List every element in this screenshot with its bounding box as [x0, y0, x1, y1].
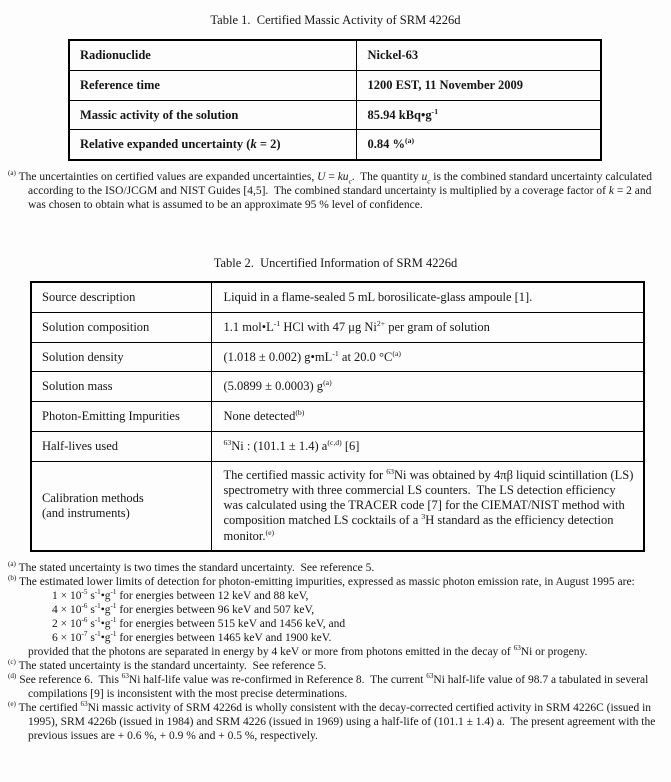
row-label: Solution mass	[31, 372, 211, 402]
detection-limit-line: $6 \times 10^{-7}$ $s^{-1}•g^{-1}$ for energies between 1465 keV and 1900 keV.	[52, 630, 332, 644]
table1-footnotes	[8, 169, 665, 212]
row-label: Reference time	[69, 70, 356, 100]
row-value: The certified massic activity for $^{63}$Ni was obtained by 4πβ liquid scintillation (LS) spectrometry with three commercial LS counters. The LS detection efficiency was calculated using the TRACER code [7] for the CIEMAT/NIST method with composition matched LS cocktails of a $^3$H standard as the efficiency detection monitor.$^{(e)}$	[211, 461, 644, 551]
row-value: 0.84 %$^{(a)}$	[356, 130, 601, 160]
uncertified-info-table	[30, 281, 645, 552]
footnote-c: $^{(c)}$ The stated uncertainty is the standard uncertainty. See reference 5.	[8, 658, 327, 672]
table-row	[31, 312, 644, 342]
row-value: Liquid in a flame-sealed 5 mL borosilicate-glass ampoule [1].	[211, 282, 644, 312]
footnote-e: $^{(e)}$ The certified $^{63}$Ni massic activity of SRM 4226d is wholly consistent with the decay-corrected certified activity in SRM 4226C (issued in 1995), SRM 4226b (issued in 1984) and SRM 4226 (issued in 1969) using a half-life of (101.1 ± 1.4) a. The present agreement with the previous issues are + 0.6 %, + 0.9 % and + 0.5 %, respectively.	[8, 700, 659, 742]
row-label: Half-lives used	[31, 431, 211, 461]
row-value: (1.018 ± 0.002) $g•mL^{-1}$ at 20.0 $^\circ C^{(a)}$	[211, 342, 644, 372]
detection-limit-line: $1 \times 10^{-5}$ $s^{-1}•g^{-1}$ for energies between 12 keV and 88 keV,	[52, 588, 309, 602]
footnote-a: $^{(a)}$ The stated uncertainty is two times the standard uncertainty. See reference 5.	[8, 559, 375, 574]
table2-caption: Table 2. Uncertified Information of SRM 4226d	[213, 256, 458, 271]
table-row	[31, 461, 644, 551]
row-label: Radionuclide	[69, 40, 356, 70]
table-row	[69, 70, 601, 100]
row-value: Nickel-63	[356, 40, 601, 70]
table-row	[31, 282, 644, 312]
row-value: 1.1 $mol•L^{-1}$ HCl with 47 μg $Ni^{2+}$ per gram of solution	[211, 312, 644, 342]
table2-footnotes	[8, 559, 665, 743]
row-label: Relative expanded uncertainty (k = 2)	[69, 130, 356, 160]
row-label: Source description	[31, 282, 211, 312]
detection-limit-line: $4 \times 10^{-6}$ $s^{-1}•g^{-1}$ for energies between 96 keV and 507 keV,	[52, 602, 315, 616]
row-value: 85.94 $kBq•g^{-1}$	[356, 100, 601, 130]
row-value: 1200 EST, 11 November 2009	[356, 70, 601, 100]
table-row	[69, 100, 601, 130]
row-label: Calibration methods (and instruments)	[31, 461, 211, 551]
table-row	[31, 431, 644, 461]
row-label: Solution composition	[31, 312, 211, 342]
row-label: Photon-Emitting Impurities	[31, 402, 211, 432]
footnote-b-proviso: provided that the photons are separated in energy by 4 keV or more from photons emitted in the decay of $^{63}$Ni or progeny.	[28, 644, 588, 658]
table-row	[31, 402, 644, 432]
table-row	[31, 342, 644, 372]
row-label: Massic activity of the solution	[69, 100, 356, 130]
table1-caption: Table 1. Certified Massic Activity of SRM 4226d	[210, 13, 461, 27]
row-value: (5.0899 ± 0.0003) $g^{(a)}$	[211, 372, 644, 402]
row-label: Solution density	[31, 342, 211, 372]
footnote-d: $^{(d)}$ See reference 6. This $^{63}$Ni half-life value was re-confirmed in Reference 8. The current $^{63}$Ni half-life value of 98.7 a tabulated in several compilations [9] is inconsistent with the most precise determinations.	[8, 672, 652, 700]
detection-limit-line: $2 \times 10^{-6}$ $s^{-1}•g^{-1}$ for energies between 515 keV and 1456 keV, and	[52, 616, 346, 630]
table-row	[31, 372, 644, 402]
table-row	[69, 130, 601, 160]
row-value: None detected$^{(b)}$	[211, 402, 644, 432]
footnote-a-table1: $^{(a)}$ The uncertainties on certified values are expanded uncertainties, $U = ku_c$. The quantity $u_c$ is the combined standard uncertainty calculated according to the ISO/JCGM and NIST Guides [4,5]. The combined standard uncertainty is multiplied by a coverage factor of k = 2 and was chosen to obtain what is assumed to be an approximate 95 % level of confidence.	[8, 169, 655, 212]
footnote-b: $^{(b)}$ The estimated lower limits of detection for photon-emitting impurities, expressed as massic photon emission rate, in August 1995 are:	[8, 573, 635, 588]
table-row	[69, 40, 601, 70]
certified-activity-table	[68, 39, 602, 161]
row-value: $^{63}$Ni : (101.1 ± 1.4) $a^{(c,d)}$ [6]	[211, 431, 644, 461]
